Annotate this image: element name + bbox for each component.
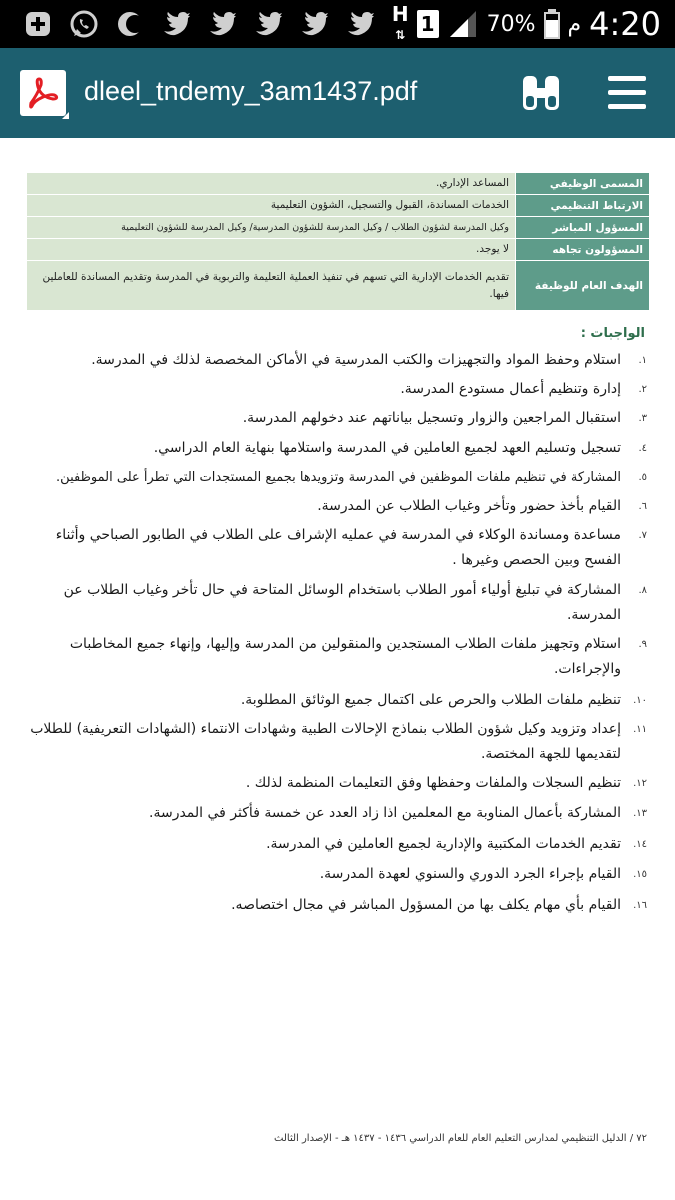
- list-item: [22, 465, 647, 490]
- sim-slot-indicator: [417, 10, 439, 38]
- list-item-number: ٣.: [638, 413, 647, 424]
- list-item-number: ٤.: [638, 443, 647, 454]
- sim-slot-label: 1: [420, 12, 435, 36]
- list-item: [22, 632, 647, 682]
- list-item: [22, 578, 647, 628]
- list-item-text: إعداد وتزويد وكيل شؤون الطلاب بنماذج الإحالات الطبية وشهادات الانتماء (الشهادات التعريفية) للطلاب لتقديمها للجهة المختصة.: [30, 721, 621, 762]
- twitter-icon: [160, 8, 192, 40]
- whatsapp-icon: [68, 8, 100, 40]
- list-item-text: تنظيم ملفات الطلاب والحرص على اكتمال جميع الوثائق المطلوبة.: [240, 692, 621, 708]
- list-item: [22, 348, 647, 373]
- signal-strength-icon: [447, 8, 479, 40]
- row-label: الهدف العام للوظيفة: [516, 261, 650, 311]
- list-item-number: ١٦.: [633, 900, 647, 911]
- row-label: المسؤولون تجاهه: [516, 239, 650, 261]
- row-label: المسؤول المباشر: [516, 217, 650, 239]
- pdf-file-icon[interactable]: [20, 70, 66, 116]
- twitter-icon: [344, 8, 376, 40]
- file-title[interactable]: dleel_tndemy_3am1437.pdf: [84, 76, 418, 106]
- row-value: الخدمات المساندة، القبول والتسجيل، الشؤون التعليمية: [27, 195, 516, 217]
- list-item-number: ١١.: [633, 724, 647, 735]
- table-row: [27, 239, 650, 261]
- battery-icon: [544, 9, 560, 39]
- list-item-text: القيام بإجراء الجرد الدوري والسنوي لعهدة المدرسة.: [319, 866, 621, 882]
- list-item: [22, 494, 647, 519]
- row-value: وكيل المدرسة لشؤون الطلاب / وكيل المدرسة للشؤون المدرسية/ وكيل المدرسة للشؤون التعليمية: [27, 217, 516, 239]
- list-item-text: تقديم الخدمات المكتبية والإدارية لجميع العاملين في المدرسة.: [266, 836, 621, 852]
- list-item-text: القيام بأخذ حضور وتأخر وغياب الطلاب عن المدرسة.: [317, 498, 621, 514]
- duties-heading: الواجبات :: [580, 326, 645, 341]
- list-item: [22, 717, 647, 767]
- table-row: [27, 261, 650, 311]
- list-item-text: استلام وحفظ المواد والتجهيزات والكتب المدرسية في الأماكن المخصصة لذلك في المدرسة.: [91, 352, 621, 368]
- list-item-text: استقبال المراجعين والزوار وتسجيل بياناتهم عند دخولهم المدرسة.: [242, 410, 621, 426]
- list-item: [22, 862, 647, 887]
- notification-plus-icon: [22, 8, 54, 40]
- list-item-text: المشاركة في تنظيم ملفات الموظفين في المدرسة وتزويدها بجميع المستجدات التي تطرأ على الموظفين.: [56, 470, 621, 485]
- twitter-icon: [252, 8, 284, 40]
- list-item-number: ٦.: [638, 501, 647, 512]
- list-item-number: ١٣.: [633, 808, 647, 819]
- list-item-number: ٨.: [638, 585, 647, 596]
- list-item-number: ٢.: [638, 384, 647, 395]
- list-item: [22, 688, 647, 713]
- table-row: [27, 195, 650, 217]
- list-item: [22, 832, 647, 857]
- list-item: [22, 771, 647, 796]
- row-value: المساعد الإداري.: [27, 173, 516, 195]
- list-item: [22, 893, 647, 918]
- moon-icon: [114, 8, 146, 40]
- app-bar: [0, 48, 675, 138]
- binoculars-icon: [520, 72, 562, 114]
- list-item-text: تنظيم السجلات والملفات وحفظها وفق التعليمات المنظمة لذلك .: [245, 775, 621, 791]
- status-bar: [0, 0, 675, 48]
- list-item: [22, 406, 647, 431]
- list-item: [22, 523, 647, 573]
- list-item-text: تسجيل وتسليم العهد لجميع العاملين في المدرسة واستلامها بنهاية العام الدراسي.: [153, 440, 621, 456]
- list-item-number: ٥.: [638, 472, 647, 483]
- list-item-text: القيام بأي مهام يكلف بها من المسؤول المباشر في مجال اختصاصه.: [231, 897, 621, 913]
- list-item-number: ١٠.: [633, 695, 647, 706]
- list-item-number: ١.: [638, 355, 647, 366]
- list-item-text: إدارة وتنظيم أعمال مستودع المدرسة.: [400, 381, 621, 397]
- page-footer: ٧٢ / الدليل التنظيمي لمدارس التعليم العام للعام الدراسي ١٤٣٦ - ١٤٣٧ هـ - الإصدار الثالث: [274, 1133, 647, 1144]
- table-row: [27, 217, 650, 239]
- twitter-icon: [298, 8, 330, 40]
- row-label: المسمى الوظيفي: [516, 173, 650, 195]
- list-item-number: ١٤.: [633, 839, 647, 850]
- list-item: [22, 436, 647, 461]
- list-item-text: مساعدة ومساندة الوكلاء في المدرسة في عمليه الإشراف على الطلاب في الطابور الصباحي وأثناء الفسح وبين الحصص وغيرها .: [55, 527, 621, 568]
- job-info-table: [26, 172, 650, 311]
- list-item-text: المشاركة في تبليغ أولياء أمور الطلاب باستخدام الوسائل المتاحة في حال تأخر وغياب الطلاب عن المدرسة.: [63, 582, 621, 623]
- row-label: الارتباط التنظيمي: [516, 195, 650, 217]
- twitter-icon: [206, 8, 238, 40]
- battery-percent: 70%: [486, 11, 536, 37]
- menu-button[interactable]: [604, 72, 650, 114]
- list-item-number: ٧.: [638, 530, 647, 541]
- list-item: [22, 377, 647, 402]
- list-item-text: المشاركة بأعمال المناوبة مع المعلمين اذا زاد العدد عن خمسة فأكثر في المدرسة.: [149, 805, 621, 821]
- find-button[interactable]: [520, 72, 562, 114]
- list-item-number: ١٢.: [633, 778, 647, 789]
- list-item-number: ٩.: [638, 639, 647, 650]
- table-row: [27, 173, 650, 195]
- row-value: لا يوجد.: [27, 239, 516, 261]
- list-item: [22, 801, 647, 826]
- network-type-indicator: H ⇅: [391, 1, 409, 42]
- row-value: تقديم الخدمات الإدارية التي تسهم في تنفيذ العملية التعليمة والتربوية في المدرسة وتقديم المساندة للعاملين فيها.: [27, 261, 516, 311]
- list-item-text: استلام وتجهيز ملفات الطلاب المستجدين والمنقولين من المدرسة وإليها، وإنهاء جميع المخاطبات والإجراءات.: [69, 636, 621, 677]
- title-dropdown-caret[interactable]: [62, 112, 69, 119]
- list-item-number: ١٥.: [633, 869, 647, 880]
- hamburger-menu-icon: [604, 72, 650, 114]
- network-type-label: H: [391, 1, 409, 26]
- clock: 4:20: [589, 5, 661, 43]
- carrier-label: م: [567, 11, 582, 37]
